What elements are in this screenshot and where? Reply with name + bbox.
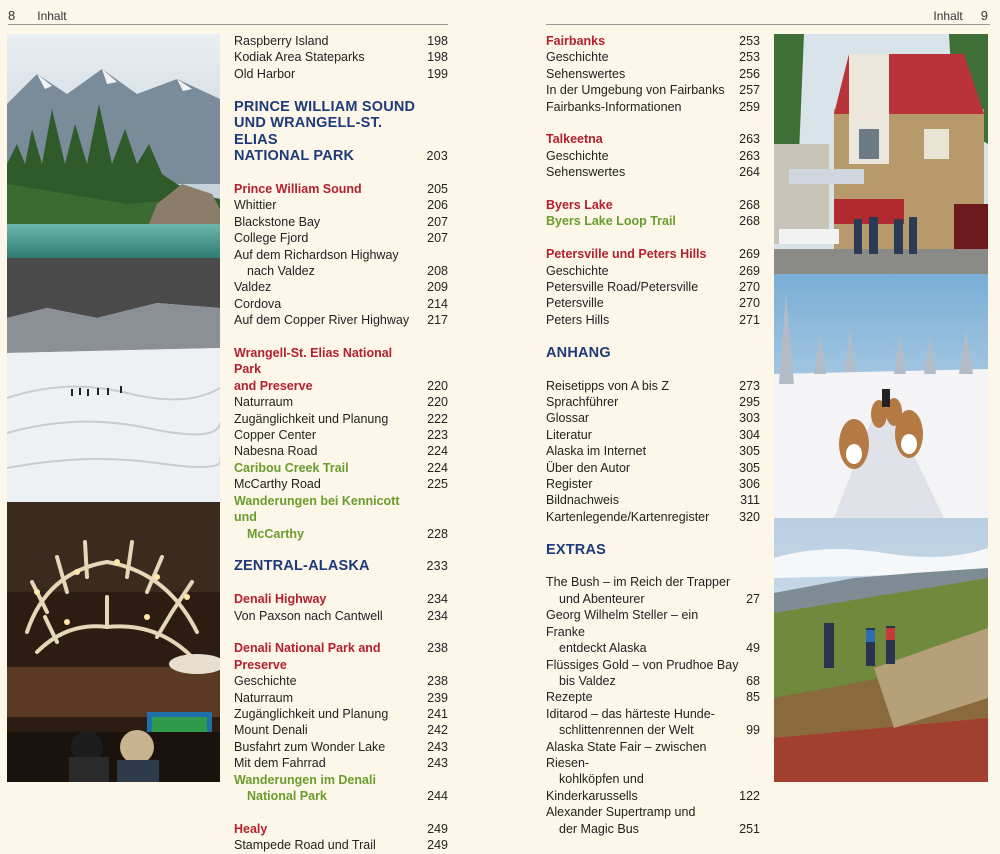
- toc-entry-title: Kartenlegende/Kartenregister: [546, 509, 710, 524]
- toc-entry-page: 270: [739, 296, 760, 311]
- section-title-line: ANHANG: [546, 344, 611, 361]
- section-title-line: PRINCE WILLIAM SOUND: [234, 98, 416, 115]
- toc-extra-entry[interactable]: [546, 706, 760, 739]
- toc-entry[interactable]: [546, 410, 760, 426]
- toc-entry-page: 259: [739, 99, 760, 114]
- toc-entry-page: 208: [427, 264, 448, 279]
- toc-entry[interactable]: [234, 197, 448, 213]
- toc-entry-title: Geschichte: [546, 263, 609, 278]
- toc-entry[interactable]: [234, 230, 448, 246]
- talkeetna-street-photo: [774, 34, 988, 274]
- toc-entry[interactable]: [234, 443, 448, 459]
- toc-entry-title: Wrangell-St. Elias National Park: [234, 346, 393, 377]
- toc-entry[interactable]: [234, 411, 448, 427]
- toc-entry-title-cont: nach Valdez: [247, 264, 315, 279]
- toc-entry-page: 222: [427, 411, 448, 426]
- toc-entry-title: Peters Hills: [546, 312, 610, 327]
- toc-extra-entry[interactable]: [546, 689, 760, 705]
- toc-entry-page: 243: [427, 739, 448, 754]
- section-title-line: EXTRAS: [546, 541, 607, 558]
- toc-entry-title: Mount Denali: [234, 723, 308, 738]
- toc-entry[interactable]: [546, 476, 760, 492]
- toc-entry-page: 303: [739, 411, 760, 426]
- toc-entry-page: 268: [739, 198, 760, 213]
- dog-sled-photo: [774, 274, 988, 518]
- toc-entry-title: Fairbanks-Informationen: [546, 99, 682, 114]
- toc-entry-title: Literatur: [546, 427, 592, 442]
- toc-entry[interactable]: [546, 443, 760, 459]
- toc-entry-title: Copper Center: [234, 428, 316, 443]
- toc-entry-page: 242: [427, 723, 448, 738]
- toc-entry-page: 244: [427, 789, 448, 804]
- right-page-title: Inhalt: [933, 9, 963, 23]
- toc-entry-title: Auf dem Copper River Highway: [234, 313, 410, 328]
- toc-entry-title: Rezepte: [546, 690, 593, 705]
- toc-entry-page: 99: [746, 723, 760, 738]
- toc-entry-title: Geschichte: [234, 674, 297, 689]
- toc-entry[interactable]: [234, 755, 448, 771]
- toc-entry-title: Whittier: [234, 198, 277, 213]
- toc-entry-page: 253: [739, 34, 760, 48]
- toc-entry[interactable]: [234, 296, 448, 312]
- toc-entry-title-cont: bis Valdez: [559, 673, 616, 688]
- toc-entry[interactable]: [546, 164, 760, 180]
- toc-entry[interactable]: [234, 427, 448, 443]
- toc-entry-page: 228: [427, 526, 448, 541]
- toc-entry-page: 85: [746, 690, 760, 705]
- toc-entry-page: 273: [739, 378, 760, 393]
- toc-entry-title: Sehenswertes: [546, 165, 626, 180]
- glacier-hikers-photo: [7, 258, 220, 502]
- toc-entry-page: 209: [427, 280, 448, 295]
- toc-entry-page: 251: [739, 821, 760, 836]
- toc-entry-page: 217: [427, 313, 448, 328]
- toc-entry[interactable]: [234, 66, 448, 82]
- toc-entry-title: Petersville und Peters Hills: [546, 247, 707, 262]
- toc-entry[interactable]: [234, 608, 448, 624]
- toc-entry-page: 249: [427, 838, 448, 853]
- toc-entry-title: Old Harbor: [234, 66, 296, 81]
- toc-entry[interactable]: [546, 263, 760, 279]
- toc-entry-page: 264: [739, 165, 760, 180]
- toc-entry[interactable]: [546, 509, 760, 525]
- toc-entry-title-cont: entdeckt Alaska: [559, 641, 647, 656]
- toc-entry-title: Fairbanks: [546, 34, 606, 48]
- toc-entry[interactable]: [546, 312, 760, 328]
- toc-extra-entry[interactable]: [546, 574, 760, 607]
- section-title-line: UND WRANGELL-ST. ELIAS: [234, 115, 383, 148]
- toc-entry-page: 206: [427, 198, 448, 213]
- left-page-title: Inhalt: [37, 9, 67, 23]
- toc-entry[interactable]: [234, 394, 448, 410]
- tundra-hikers-photo: [774, 518, 988, 782]
- toc-entry-title: Georg Wilhelm Steller – ein Franke: [546, 608, 699, 639]
- toc-entry[interactable]: [234, 214, 448, 230]
- toc-entry-title: Bildnachweis: [546, 493, 619, 508]
- toc-extra-entry[interactable]: [546, 739, 760, 805]
- toc-entry-page: 269: [739, 263, 760, 278]
- glacier-forest-photo: [7, 34, 220, 258]
- left-page-number: 8: [8, 8, 16, 23]
- toc-entry-title: Naturraum: [234, 690, 294, 705]
- toc-entry-title: Geschichte: [546, 50, 609, 65]
- toc-chapter[interactable]: [234, 181, 448, 197]
- toc-entry[interactable]: [234, 706, 448, 722]
- toc-entry[interactable]: [234, 279, 448, 295]
- toc-chapter[interactable]: [546, 131, 760, 147]
- left-header-rule: [8, 24, 448, 25]
- toc-entry-title: Glossar: [546, 411, 590, 426]
- toc-chapter[interactable]: [234, 345, 448, 394]
- toc-entry-page: 214: [427, 296, 448, 311]
- toc-entry-title: Reisetipps von A bis Z: [546, 378, 669, 393]
- toc-entry[interactable]: [234, 837, 448, 853]
- toc-trail-entry[interactable]: [546, 213, 760, 229]
- toc-section-heading[interactable]: [234, 99, 448, 165]
- toc-entry-page: 306: [739, 476, 760, 491]
- toc-entry-title-cont: McCarthy: [247, 526, 304, 541]
- toc-chapter[interactable]: [546, 197, 760, 213]
- toc-section-heading[interactable]: [234, 558, 448, 575]
- toc-entry-page: 263: [739, 148, 760, 163]
- toc-entry[interactable]: [234, 722, 448, 738]
- toc-entry-title-cont: und Abenteurer: [559, 591, 645, 606]
- toc-entry-page: 234: [427, 608, 448, 623]
- toc-entry-page: 238: [427, 641, 448, 656]
- toc-entry-title: Alaska State Fair – zwischen Riesen-: [546, 739, 707, 770]
- toc-entry-page: 257: [739, 83, 760, 98]
- toc-entry-page: 271: [739, 312, 760, 327]
- toc-entry-title: Denali Highway: [234, 592, 327, 607]
- section-title-line: ZENTRAL-ALASKA: [234, 558, 370, 575]
- toc-entry[interactable]: [234, 33, 448, 49]
- toc-entry-page: 207: [427, 231, 448, 246]
- toc-entry[interactable]: [546, 49, 760, 65]
- toc-entry-page: 234: [427, 592, 448, 607]
- toc-entry[interactable]: [546, 394, 760, 410]
- toc-entry-page: 241: [427, 707, 448, 722]
- toc-entry-title: Byers Lake: [546, 198, 613, 213]
- toc-entry-title: Zugänglichkeit und Planung: [234, 707, 389, 722]
- toc-entry-title: Nabesna Road: [234, 444, 318, 459]
- toc-entry[interactable]: [546, 460, 760, 476]
- toc-section-heading[interactable]: [546, 345, 760, 362]
- toc-entry-title-cont: schlittenrennen der Welt: [559, 723, 694, 738]
- toc-right-column: [546, 33, 760, 837]
- toc-extra-entry[interactable]: [546, 657, 760, 690]
- toc-entry-title: In der Umgebung von Fairbanks: [546, 83, 725, 98]
- toc-entry-page: 49: [746, 641, 760, 656]
- toc-entry-title: Blackstone Bay: [234, 214, 321, 229]
- toc-entry-title: Petersville: [546, 296, 604, 311]
- toc-entry-title: Caribou Creek Trail: [234, 460, 349, 475]
- toc-entry-page: 238: [427, 674, 448, 689]
- toc-entry-title: Petersville Road/Petersville: [546, 280, 699, 295]
- toc-entry-title: Valdez: [234, 280, 272, 295]
- toc-entry-title-cont: der Magic Bus: [559, 821, 639, 836]
- toc-entry[interactable]: [546, 66, 760, 82]
- toc-entry-page: 223: [427, 428, 448, 443]
- toc-entry-page: 239: [427, 690, 448, 705]
- antler-bar-photo: [7, 502, 220, 782]
- toc-entry-page: 233: [426, 559, 448, 574]
- toc-entry-title: Raspberry Island: [234, 34, 329, 48]
- toc-entry-title: Denali National Park and Preserve: [234, 641, 381, 672]
- toc-entry-title: Flüssiges Gold – von Prudhoe Bay: [546, 657, 739, 672]
- toc-entry-title: Register: [546, 476, 593, 491]
- toc-entry[interactable]: [234, 739, 448, 755]
- toc-entry-title: Auf dem Richardson Highway: [234, 247, 399, 262]
- toc-entry-page: 269: [739, 247, 760, 262]
- toc-entry[interactable]: [546, 279, 760, 295]
- toc-entry[interactable]: [234, 690, 448, 706]
- toc-entry-title: Kodiak Area Stateparks: [234, 50, 365, 65]
- toc-entry-title-cont: and Preserve: [234, 378, 313, 393]
- toc-entry-title: Prince William Sound: [234, 182, 362, 196]
- toc-entry-page: 320: [739, 509, 760, 524]
- toc-entry-title: College Fjord: [234, 231, 309, 246]
- toc-chapter[interactable]: [546, 33, 760, 49]
- toc-entry-page: 268: [739, 214, 760, 229]
- toc-left-column: [234, 33, 448, 854]
- toc-entry-title: Sprachführer: [546, 394, 619, 409]
- toc-entry-title: Cordova: [234, 296, 282, 311]
- toc-entry-title: Mit dem Fahrrad: [234, 756, 326, 771]
- toc-chapter[interactable]: [546, 246, 760, 262]
- toc-entry-title: Über den Autor: [546, 460, 631, 475]
- toc-entry[interactable]: [546, 82, 760, 98]
- toc-entry-page: 27: [746, 591, 760, 606]
- toc-entry[interactable]: [234, 673, 448, 689]
- toc-entry-page: 311: [740, 493, 760, 508]
- right-page-number: 9: [980, 8, 988, 23]
- toc-entry-page: 249: [427, 821, 448, 836]
- toc-entry-title: Wanderungen bei Kennicott und: [234, 493, 400, 525]
- left-page-header: [8, 8, 67, 23]
- toc-trail-entry[interactable]: [234, 460, 448, 476]
- toc-entry[interactable]: [546, 99, 760, 115]
- section-title-line: NATIONAL PARK: [234, 148, 355, 165]
- toc-entry-title: Zugänglichkeit und Planung: [234, 411, 389, 426]
- toc-entry-page: 205: [427, 182, 448, 196]
- toc-entry-page: 270: [739, 280, 760, 295]
- toc-entry-title: Busfahrt zum Wonder Lake: [234, 739, 386, 754]
- toc-entry-title: Wanderungen im Denali: [234, 772, 376, 787]
- toc-entry[interactable]: [546, 492, 760, 508]
- toc-entry[interactable]: [546, 295, 760, 311]
- toc-entry-title: Alexander Supertramp und: [546, 805, 696, 820]
- toc-section-heading[interactable]: [546, 542, 760, 559]
- toc-entry-page: 68: [746, 673, 760, 688]
- toc-entry[interactable]: [234, 49, 448, 65]
- toc-extra-entry[interactable]: [546, 607, 760, 656]
- toc-entry-page: 198: [427, 34, 448, 48]
- toc-entry-page: 225: [427, 477, 448, 492]
- toc-entry-title: Talkeetna: [546, 132, 603, 147]
- toc-entry[interactable]: [234, 476, 448, 492]
- toc-entry-page: 263: [739, 132, 760, 147]
- toc-entry-title: Naturraum: [234, 395, 294, 410]
- toc-entry-title: The Bush – im Reich der Trapper: [546, 575, 731, 590]
- toc-entry-page: 224: [427, 460, 448, 475]
- toc-entry-page: 305: [739, 460, 760, 475]
- toc-entry-title-cont: National Park: [247, 789, 327, 804]
- toc-chapter[interactable]: [234, 591, 448, 607]
- toc-trail-entry[interactable]: [234, 493, 448, 542]
- toc-entry-title: McCarthy Road: [234, 477, 321, 492]
- toc-entry-page: 304: [739, 427, 760, 442]
- toc-entry-page: 220: [427, 378, 448, 393]
- toc-entry[interactable]: [234, 247, 448, 280]
- toc-entry-page: 199: [427, 66, 448, 81]
- toc-extra-entry[interactable]: [546, 804, 760, 837]
- toc-entry-title: Sehenswertes: [546, 66, 626, 81]
- toc-entry-title: Alaska im Internet: [546, 444, 647, 459]
- toc-entry-page: 122: [739, 788, 760, 803]
- toc-entry[interactable]: [546, 427, 760, 443]
- toc-entry-page: 224: [427, 444, 448, 459]
- toc-chapter[interactable]: [234, 821, 448, 837]
- toc-entry[interactable]: [546, 148, 760, 164]
- toc-entry[interactable]: [234, 312, 448, 328]
- toc-entry-title: Geschichte: [546, 148, 609, 163]
- toc-entry-page: 253: [739, 50, 760, 65]
- right-page-header: [933, 8, 988, 23]
- toc-chapter[interactable]: [234, 640, 448, 673]
- toc-entry-page: 295: [739, 394, 760, 409]
- toc-entry-page: 198: [427, 50, 448, 65]
- right-header-rule: [546, 24, 990, 25]
- toc-entry-title: Von Paxson nach Cantwell: [234, 608, 383, 623]
- toc-entry[interactable]: [546, 378, 760, 394]
- toc-entry-page: 305: [739, 444, 760, 459]
- toc-entry-title-cont: kohlköpfen und Kinderkarussells: [546, 772, 644, 803]
- toc-entry-title: Byers Lake Loop Trail: [546, 214, 676, 229]
- toc-entry-title: Healy: [234, 821, 268, 836]
- toc-entry-page: 256: [739, 66, 760, 81]
- toc-entry-title: Iditarod – das härteste Hunde-: [546, 706, 715, 721]
- toc-entry-page: 220: [427, 395, 448, 410]
- toc-entry-page: 207: [427, 214, 448, 229]
- toc-entry-page: 243: [427, 756, 448, 771]
- toc-entry-title: Stampede Road und Trail: [234, 838, 376, 853]
- toc-entry-page: 203: [426, 149, 448, 164]
